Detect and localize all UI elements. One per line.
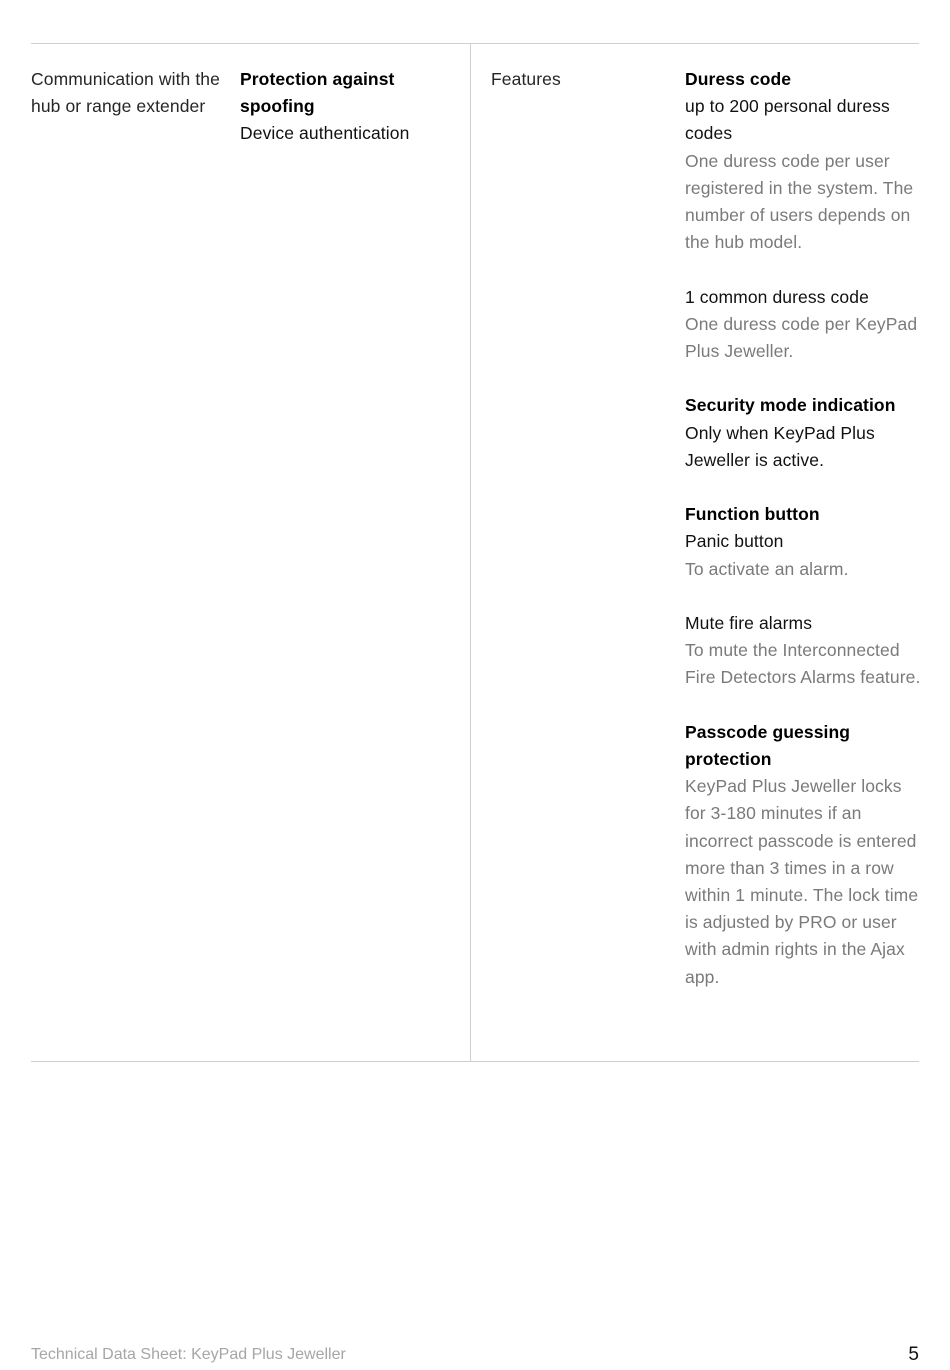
feature-note: KeyPad Plus Jeweller locks for 3-180 minutes if an incorrect passcode is entered more than 3 times in a row within 1 minute. The lock time is adjusted by PRO or user with admin rights in the Ajax app. xyxy=(685,776,919,987)
feature-duress-code xyxy=(685,66,925,256)
protection-title: Protection against spoofing xyxy=(240,69,395,117)
feature-value: Mute fire alarms xyxy=(685,613,813,633)
feature-value: Only when KeyPad Plus Jeweller is active. xyxy=(685,422,875,470)
feature-title: Passcode guessing protection xyxy=(685,721,851,769)
feature-mute-fire-alarms xyxy=(685,610,925,692)
footer-document-title: Technical Data Sheet: KeyPad Plus Jeweller xyxy=(31,1346,346,1363)
protection-cell xyxy=(240,66,465,148)
features-label: Features xyxy=(491,69,561,89)
feature-passcode-guessing-protection xyxy=(685,719,925,991)
feature-value: 1 common duress code xyxy=(685,286,869,307)
feature-title: Duress code xyxy=(685,69,792,89)
feature-value: Panic button xyxy=(685,531,784,552)
feature-common-duress-code xyxy=(685,284,925,366)
protection-value: Device authentication xyxy=(240,123,410,144)
column-divider xyxy=(470,44,471,1061)
spec-table xyxy=(31,43,919,1062)
features-list xyxy=(685,66,925,991)
feature-note: To activate an alarm. xyxy=(685,558,849,579)
feature-value: up to 200 personal duress codes xyxy=(685,96,890,144)
feature-title: Function button xyxy=(685,504,820,525)
feature-note: One duress code per user registered in the system. The number of users depends on the hub model. xyxy=(685,150,914,253)
feature-function-button xyxy=(685,501,925,583)
feature-note: One duress code per KeyPad Plus Jeweller. xyxy=(685,313,918,362)
group-label: Communication with the hub or range extender xyxy=(31,69,220,117)
feature-title: Security mode indication xyxy=(685,395,896,416)
page-number: 5 xyxy=(908,1344,919,1365)
feature-note: To mute the Interconnected Fire Detectors Alarms feature. xyxy=(685,640,921,688)
feature-security-mode-indication xyxy=(685,392,925,474)
